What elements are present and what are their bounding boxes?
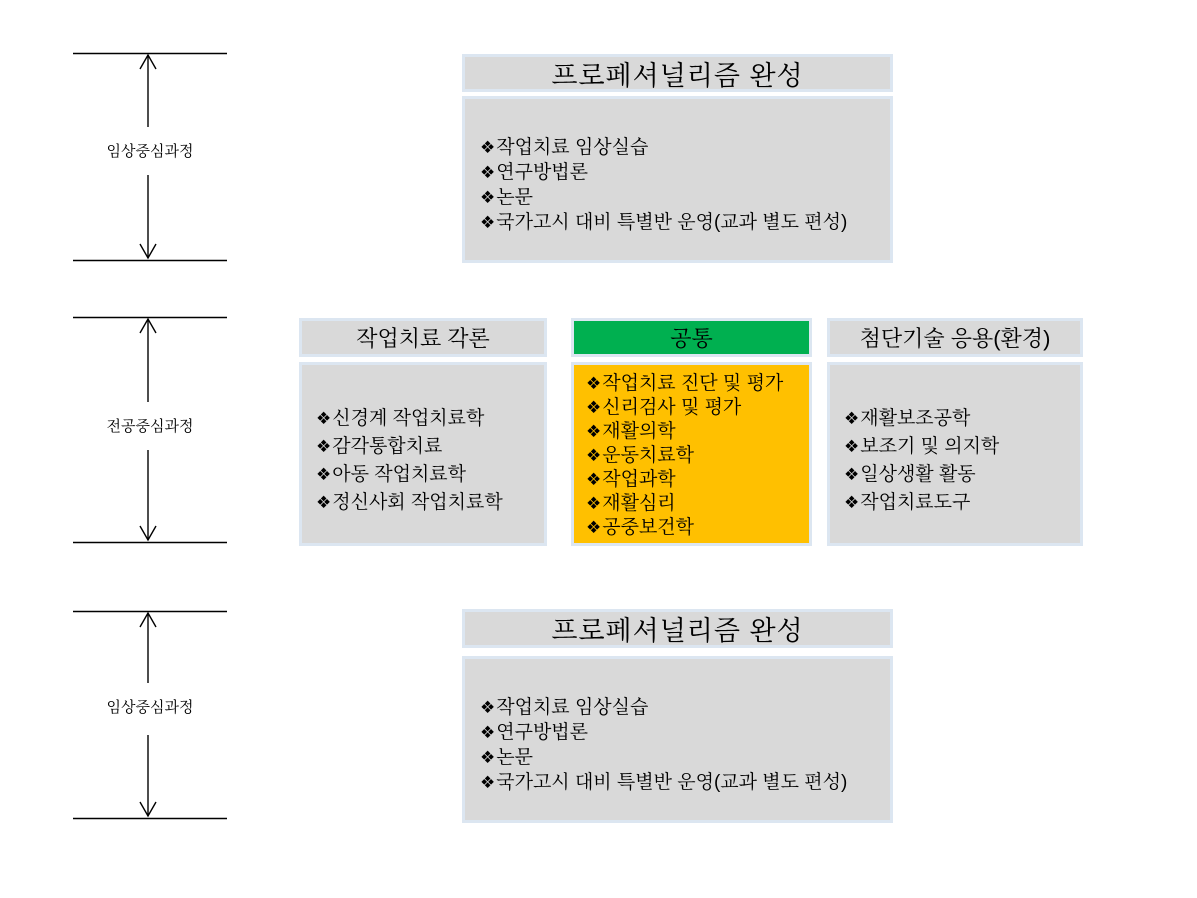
column-advanced-tech-header (827, 318, 1083, 357)
top-professionalism-title-text: 프로페셔널리즘 완성 (551, 60, 804, 91)
column-advanced-tech-header-text: 첨단기술 응용(환경) (859, 326, 1051, 351)
course-item (586, 468, 805, 492)
course-item-label: 일상생활 활동 (860, 464, 976, 485)
course-item (480, 185, 882, 210)
diamond-bullet-icon: ❖ (480, 188, 496, 207)
course-item-label: 재활보조공학 (860, 408, 971, 429)
diamond-bullet-icon: ❖ (316, 437, 332, 456)
column-ot-specifics-header (299, 318, 547, 357)
course-item (844, 489, 1074, 517)
course-item (480, 770, 882, 795)
course-item-label: 작업치료도구 (860, 492, 971, 513)
course-item (844, 461, 1074, 489)
top-professionalism-body (462, 96, 893, 263)
diamond-bullet-icon: ❖ (844, 409, 860, 428)
diamond-bullet-icon: ❖ (480, 698, 496, 717)
column-ot-specifics-body (299, 362, 547, 546)
diamond-bullet-icon: ❖ (480, 748, 496, 767)
course-item-label: 작업치료 임상실습 (496, 697, 649, 718)
top-professionalism-title (462, 54, 893, 92)
course-item-label: 연구방법론 (496, 162, 589, 183)
diamond-bullet-icon: ❖ (316, 493, 332, 512)
course-item (586, 372, 805, 396)
course-item-label: 보조기 및 의지학 (860, 436, 1000, 457)
diamond-bullet-icon: ❖ (844, 437, 860, 456)
diamond-bullet-icon: ❖ (586, 470, 602, 489)
diamond-bullet-icon: ❖ (586, 446, 602, 465)
diamond-bullet-icon: ❖ (480, 163, 496, 182)
diamond-bullet-icon: ❖ (480, 773, 496, 792)
course-item-label: 운동치료학 (602, 445, 695, 466)
course-item-label: 연구방법론 (496, 722, 589, 743)
column-common-header-text: 공통 (670, 326, 713, 351)
bottom-professionalism-title-text: 프로페셔널리즘 완성 (551, 616, 804, 646)
course-item-label: 공중보건학 (602, 517, 695, 538)
course-item (586, 516, 805, 540)
column-common-header (571, 318, 812, 357)
rail-label-major: 전공중심과정 (70, 416, 230, 438)
course-item-label: 작업과학 (602, 469, 676, 490)
diamond-bullet-icon: ❖ (586, 374, 602, 393)
column-advanced-tech-body (827, 362, 1083, 546)
course-item (586, 492, 805, 516)
course-item (480, 745, 882, 770)
course-item-label: 논문 (496, 747, 533, 768)
course-item (844, 433, 1074, 461)
course-item-label: 국가고시 대비 특별반 운영(교과 별도 편성) (496, 212, 848, 233)
rail-label-clinical-bottom: 임상중심과정 (70, 697, 230, 719)
diamond-bullet-icon: ❖ (844, 493, 860, 512)
course-item-label: 감각통합치료 (332, 436, 443, 457)
course-item-label: 논문 (496, 187, 533, 208)
diamond-bullet-icon: ❖ (586, 518, 602, 537)
course-item (480, 160, 882, 185)
column-common-body (571, 362, 812, 546)
diamond-bullet-icon: ❖ (480, 723, 496, 742)
course-item (316, 433, 538, 461)
course-item-label: 재활의학 (602, 421, 676, 442)
column-ot-specifics-header-text: 작업치료 각론 (356, 326, 490, 351)
course-item (586, 444, 805, 468)
diamond-bullet-icon: ❖ (316, 409, 332, 428)
diamond-bullet-icon: ❖ (480, 138, 496, 157)
course-item (844, 405, 1074, 433)
course-item-label: 신경계 작업치료학 (332, 408, 485, 429)
diamond-bullet-icon: ❖ (480, 213, 496, 232)
course-item-label: 신리검사 및 평가 (602, 397, 742, 418)
diamond-bullet-icon: ❖ (316, 465, 332, 484)
course-item (480, 210, 882, 235)
bottom-professionalism-body (462, 656, 893, 823)
course-item-label: 아동 작업치료학 (332, 464, 467, 485)
diamond-bullet-icon: ❖ (586, 494, 602, 513)
bottom-professionalism-title (462, 609, 893, 648)
course-item-label: 재활심리 (602, 493, 676, 514)
course-item (586, 396, 805, 420)
rail-label-clinical-top: 임상중심과정 (70, 141, 230, 163)
diamond-bullet-icon: ❖ (586, 422, 602, 441)
diamond-bullet-icon: ❖ (586, 398, 602, 417)
course-item (316, 405, 538, 433)
course-item-label: 작업치료 임상실습 (496, 137, 649, 158)
course-item-label: 작업치료 진단 및 평가 (602, 373, 784, 394)
course-item (316, 489, 538, 517)
course-item (480, 135, 882, 160)
course-item (480, 720, 882, 745)
course-item (480, 695, 882, 720)
diamond-bullet-icon: ❖ (844, 465, 860, 484)
course-item (316, 461, 538, 489)
course-item-label: 국가고시 대비 특별반 운영(교과 별도 편성) (496, 772, 848, 793)
course-item-label: 정신사회 작업치료학 (332, 492, 503, 513)
course-item (586, 420, 805, 444)
